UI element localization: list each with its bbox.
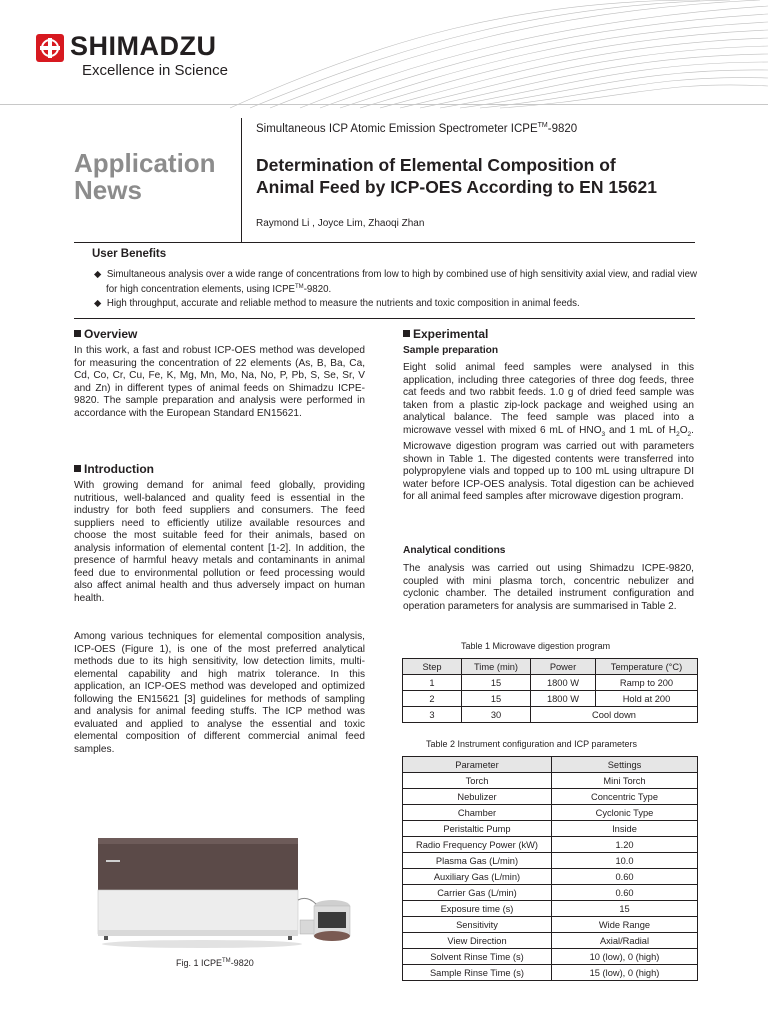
table-cell: Axial/Radial	[552, 933, 698, 949]
sample-prep-part-c: O	[679, 424, 688, 436]
overview-title-text: Overview	[84, 327, 138, 341]
table-cell: 1	[403, 675, 462, 691]
introduction-heading	[74, 462, 154, 476]
brand-tagline: Excellence in Science	[82, 62, 228, 79]
sample-preparation-paragraph	[403, 362, 694, 504]
table-cell: Nebulizer	[403, 789, 552, 805]
microwave-digestion-table	[402, 658, 698, 723]
table-cell: 0.60	[552, 885, 698, 901]
table-cell: Chamber	[403, 805, 552, 821]
table-cell: Cyclonic Type	[552, 805, 698, 821]
experimental-title-text: Experimental	[413, 327, 489, 341]
table-cell: 3	[403, 707, 462, 723]
experimental-heading	[403, 327, 488, 341]
authors: Raymond Li , Joyce Lim, Zhaoqi Zhan	[256, 218, 425, 229]
sample-prep-sub3: 2	[687, 430, 692, 438]
table-row	[403, 805, 698, 821]
benefit-item-2	[88, 297, 706, 310]
table-cell: 1800 W	[531, 675, 596, 691]
table-header-cell: Parameter	[403, 757, 552, 773]
logo-text: SHIMADZU	[70, 31, 217, 61]
benefits-title: User Benefits	[92, 248, 167, 260]
table-row	[403, 885, 698, 901]
fig-caption-suffix: -9820	[230, 958, 254, 968]
overview-paragraph: In this work, a fast and robust ICP-OES method was developed for measuring the concentration of 22 elements (As, B, Ba, Ca, Cd, Co, Cr, Cu, Fe, K, Mg, Mn, Mo, Na, No, P, Pb, S, Se, Sr, V and Zn) in different types of animal feeds on Shimadzu ICPE-9820. The sample preparation and analysis were performed in accordance with the European Standard EN15621.	[74, 345, 365, 419]
table-cell: Wide Range	[552, 917, 698, 933]
benefit-1-text: Simultaneous analysis over a wide range of concentrations from low to high by combined use of high sensitivity axial view, and radial view for high concentration elements, using ICPE	[106, 269, 698, 296]
table-header-cell: Power	[531, 659, 596, 675]
table-cell: Plasma Gas (L/min)	[403, 853, 552, 869]
diamond-bullet-icon: ◆	[94, 269, 102, 280]
application-news-label	[74, 150, 216, 204]
table-row	[403, 773, 698, 789]
table-cell: Auxiliary Gas (L/min)	[403, 869, 552, 885]
fig-caption-prefix: Fig. 1 ICPE	[176, 958, 223, 968]
table-cell: 1800 W	[531, 691, 596, 707]
shimadzu-logo-icon	[36, 34, 64, 62]
benefit-1-suffix: -9820.	[303, 284, 332, 296]
title-line2: Animal Feed by ICP-OES According to EN 15621	[256, 177, 657, 197]
fig-caption-sup: TM	[222, 958, 231, 964]
table-cell: Solvent Rinse Time (s)	[403, 949, 552, 965]
introduction-paragraph-2: Among various techniques for elemental composition analysis, ICP-OES (Figure 1), is one of the most preferred analytical methods due to its high sensitivity, low detection limits, multi-elemental capability and high matrix tolerance. In this application, an ICP-OES method was developed and optimized following the EN15621 [3] guidelines for methods of sampling and analysis for animal feeding stuffs. The ICP method was evaluated and applied to analyse the essential and toxic elemental composition of different commercial animal feed samples.	[74, 631, 365, 755]
table-header-cell: Temperature (°C)	[596, 659, 698, 675]
table-cell: Carrier Gas (L/min)	[403, 885, 552, 901]
table-header-row	[403, 757, 698, 773]
table-row	[403, 707, 698, 723]
sample-preparation-heading: Sample preparation	[403, 345, 499, 356]
table-cell: Hold at 200	[596, 691, 698, 707]
sample-prep-part-a: Eight solid animal feed samples were analysed in this application, including three categories of three dog feeds, three cat feeds and two rabbit feeds. 1.0 g of dried feed sample was taken from a plastic zip-lock package and weighed using an analytical balance. The feed sample was placed into a microwave vessel with mixed 6 mL of HNO	[403, 362, 694, 436]
table-cell: Torch	[403, 773, 552, 789]
sample-prep-sub2: 2	[676, 430, 680, 438]
square-bullet-icon	[74, 465, 81, 472]
table-row	[403, 965, 698, 981]
series-prefix: Simultaneous ICP Atomic Emission Spectrometer ICPE	[256, 122, 538, 135]
benefits-bottom-rule	[74, 318, 695, 319]
analytical-conditions-paragraph: The analysis was carried out using Shimadzu ICPE-9820, coupled with mini plasma torch, concentric nebulizer and cyclonic chamber. The detailed instrument configuration and operation parameters for analysis are summarised in Table 2.	[403, 563, 694, 612]
table-row	[403, 949, 698, 965]
table-cell: 0.60	[552, 869, 698, 885]
table-cell: Inside	[552, 821, 698, 837]
table-row	[403, 789, 698, 805]
table-cell: 15	[552, 901, 698, 917]
square-bullet-icon	[403, 330, 410, 337]
table-cell: Sensitivity	[403, 917, 552, 933]
table-header-cell: Time (min)	[462, 659, 531, 675]
table-row	[403, 691, 698, 707]
series-suffix: -9820	[547, 122, 578, 135]
table-cell: 15 (low), 0 (high)	[552, 965, 698, 981]
table-header-cell: Settings	[552, 757, 698, 773]
sample-prep-part-b: and 1 mL of H	[605, 424, 677, 436]
app-news-line1: Application	[74, 148, 216, 178]
table-header-cell: Step	[403, 659, 462, 675]
table-row	[403, 869, 698, 885]
table-cell: 15	[462, 675, 531, 691]
overview-heading	[74, 327, 137, 341]
table-cell: Cool down	[531, 707, 698, 723]
analytical-conditions-heading: Analytical conditions	[403, 545, 506, 556]
table-header-row	[403, 659, 698, 675]
instrument-parameters-table	[402, 756, 698, 981]
benefit-2-text: High throughput, accurate and reliable method to measure the nutrients and toxic composition in animal feeds.	[106, 298, 580, 309]
table-cell: Sample Rinse Time (s)	[403, 965, 552, 981]
table-cell: 2	[403, 691, 462, 707]
title-line1: Determination of Elemental Composition of	[256, 155, 616, 175]
table1-caption: Table 1 Microwave digestion program	[461, 641, 611, 651]
table-row	[403, 933, 698, 949]
icpe-9820-instrument-image	[92, 830, 362, 950]
square-bullet-icon	[74, 330, 81, 337]
sample-prep-part-d: . Microwave digestion program was carried out with parameters shown in Table 1. The digested contents were transferred into polypropylene vials and topped up to 100 mL using ultrapure DI water before ICP-OES analysis. Total digestion can be achieved for all animal feed samples after microwave digestion program.	[403, 424, 694, 503]
series-sup: TM	[537, 122, 548, 129]
table-row	[403, 675, 698, 691]
figure-caption	[176, 958, 254, 968]
title-divider	[241, 118, 242, 242]
table-cell: Peristaltic Pump	[403, 821, 552, 837]
table-cell: View Direction	[403, 933, 552, 949]
table2-body	[403, 773, 698, 981]
benefits-top-rule	[74, 242, 695, 243]
document-title	[256, 154, 726, 198]
table-row	[403, 821, 698, 837]
introduction-paragraph-1: With growing demand for animal feed globally, providing nutritious, well-balanced and quality feed is essential in the industry for both feed suppliers and consumers. The feed suppliers need to efficiently utilize available resources and choose the most suitable feed for their animals, based on analysis information of elemental content [1-2]. In addition, the presence of harmful heavy metals and contaminants in animal feed due to environmental pollution or feed processing would also affect animal health and thus adversely impact on human health.	[74, 480, 365, 604]
table-row	[403, 837, 698, 853]
benefit-1-sup: TM	[295, 284, 304, 290]
table-cell: 10 (low), 0 (high)	[552, 949, 698, 965]
table-cell: Mini Torch	[552, 773, 698, 789]
table-cell: 10.0	[552, 853, 698, 869]
table-cell: Concentric Type	[552, 789, 698, 805]
table-cell: 15	[462, 691, 531, 707]
table-row	[403, 901, 698, 917]
table-cell: Exposure time (s)	[403, 901, 552, 917]
sample-prep-sub1: 3	[601, 430, 606, 438]
product-series	[256, 122, 577, 135]
introduction-title-text: Introduction	[84, 462, 154, 476]
table-cell: Radio Frequency Power (kW)	[403, 837, 552, 853]
table2-caption: Table 2 Instrument configuration and ICP parameters	[426, 739, 637, 749]
header-rule	[0, 104, 768, 105]
table-cell: Ramp to 200	[596, 675, 698, 691]
table-cell: 30	[462, 707, 531, 723]
benefit-item-1	[88, 268, 706, 296]
table-cell: 1.20	[552, 837, 698, 853]
diamond-bullet-icon: ◆	[94, 298, 102, 309]
table-row	[403, 853, 698, 869]
app-news-line2: News	[74, 175, 142, 205]
table-row	[403, 917, 698, 933]
